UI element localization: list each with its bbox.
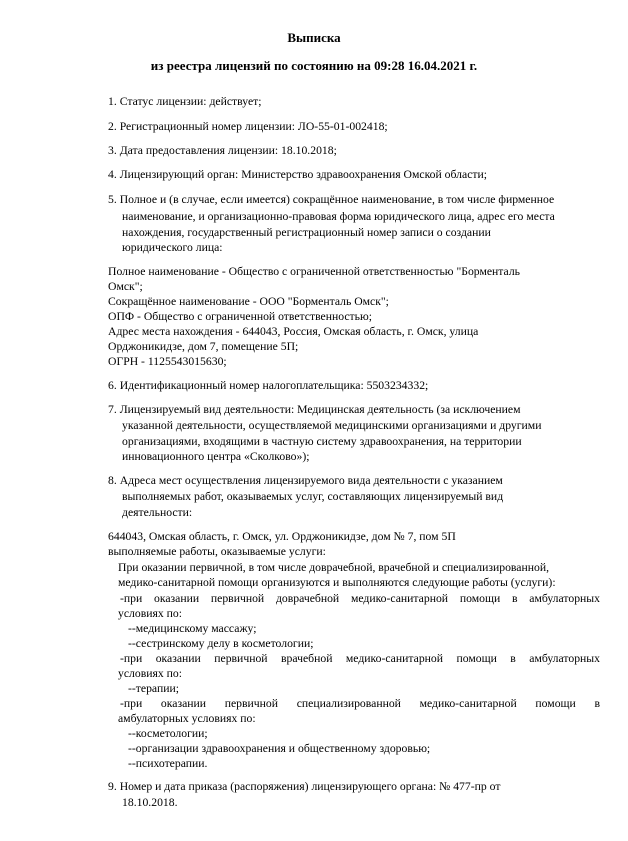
activity-address: 644043, Омская область, г. Омск, ул. Орджоникидзе, дом № 7, пом 5П: [108, 530, 456, 543]
works-line: --косметологии;: [128, 727, 208, 740]
works-line: --сестринскому делу в косметологии;: [128, 637, 314, 650]
works-line: условиях по:: [118, 607, 182, 620]
works-line: условиях по:: [118, 667, 182, 680]
works-line: амбулаторных условиях по:: [118, 712, 256, 725]
works-line: -при оказании первичной врачебной медико-санитарной помощи в амбулаторных: [120, 652, 600, 665]
works-line: При оказании первичной, в том числе доврачебной, врачебной и специализированной,: [118, 561, 549, 574]
works-line: --терапии;: [128, 682, 179, 695]
org-ogrn: ОГРН - 1125543015630;: [108, 355, 227, 368]
works-line: --медицинскому массажу;: [128, 622, 257, 635]
org-full-name-line: Омск";: [108, 280, 143, 293]
org-address-line: Адрес места нахождения - 644043, Россия, Омская область, г. Омск, улица: [108, 325, 479, 338]
works-line: --психотерапии.: [128, 757, 208, 770]
item-company-names-line: юридического лица:: [122, 241, 223, 254]
document-title: Выписка: [287, 30, 341, 45]
org-address-line: Орджоникидзе, дом 7, помещение 5П;: [108, 340, 299, 353]
org-legal-form: ОПФ - Общество с ограниченной ответственностью;: [108, 310, 372, 323]
item-tax-id: 6. Идентификационный номер налогоплательщика: 5503234332;: [108, 379, 429, 392]
works-line: -при оказании первичной специализированной медико-санитарной помощи в: [120, 697, 600, 710]
item-company-names-line: нахождения, государственный регистрационный номер записи о создании: [122, 226, 491, 239]
item-issue-date: 3. Дата предоставления лицензии: 18.10.2018;: [108, 144, 337, 157]
item-company-names-line: наименование, и организационно-правовая форма юридического лица, адрес его места: [122, 210, 555, 223]
item-activity-line: организациями, входящими в частную систему здравоохранения, на территории: [122, 435, 522, 448]
document-subtitle: из реестра лицензий по состоянию на 09:28 16.04.2021 г.: [150, 58, 478, 73]
item-license-status: 1. Статус лицензии: действует;: [108, 95, 262, 108]
item-activity-addresses-line: деятельности:: [122, 506, 193, 519]
item-activity-line: инновационного центра «Сколково»);: [122, 450, 310, 463]
works-line: медико-санитарной помощи организуются и выполняются следующие работы (услуги):: [118, 576, 556, 589]
item-order-line: 18.10.2018.: [122, 796, 178, 809]
item-order-line: 9. Номер и дата приказа (распоряжения) лицензирующего органа: № 477-пр от: [108, 780, 501, 793]
org-full-name-line: Полное наименование - Общество с ограниченной ответственностью "Борменталь: [108, 265, 520, 278]
works-label: выполняемые работы, оказываемые услуги:: [108, 545, 326, 558]
org-short-name: Сокращённое наименование - ООО "Борменталь Омск";: [108, 295, 389, 308]
item-licensing-authority: 4. Лицензирующий орган: Министерство здравоохранения Омской области;: [108, 168, 487, 181]
item-activity-line: указанной деятельности, осуществляемой медицинскими организациями и другими: [122, 419, 542, 432]
works-line: -при оказании первичной доврачебной медико-санитарной помощи в амбулаторных: [120, 592, 600, 605]
item-activity-addresses-line: выполняемых работ, оказываемых услуг, составляющих лицензируемый вид: [122, 490, 504, 503]
item-activity-line: 7. Лицензируемый вид деятельности: Медицинская деятельность (за исключением: [108, 403, 521, 416]
item-registration-number: 2. Регистрационный номер лицензии: ЛО-55-01-002418;: [108, 120, 388, 133]
item-company-names-line: 5. Полное и (в случае, если имеется) сокращённое наименование, в том числе фирменное: [108, 193, 555, 206]
works-line: --организации здравоохранения и общественному здоровью;: [128, 742, 431, 755]
item-activity-addresses-line: 8. Адреса мест осуществления лицензируемого вида деятельности с указанием: [108, 474, 503, 487]
